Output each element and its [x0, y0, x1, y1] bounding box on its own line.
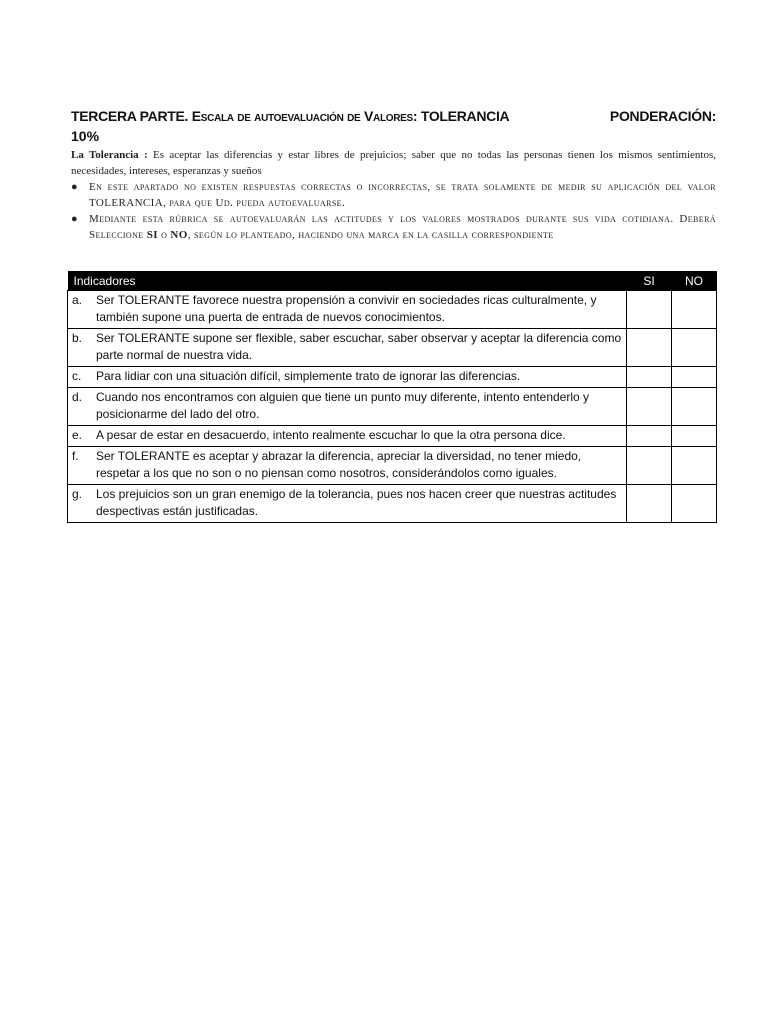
indicator-cell [68, 447, 627, 485]
indicator-item [72, 448, 622, 482]
instruction-text-end: , según lo planteado, haciendo una marca en la casilla correspondiente [187, 229, 554, 241]
no-checkbox-cell[interactable] [672, 426, 717, 447]
indicators-body [68, 291, 717, 523]
indicator-text: Ser TOLERANTE supone ser flexible, saber escuchar, saber observar y aceptar la diferencia como parte normal de nuestra vida. [96, 331, 622, 362]
table-row [68, 367, 717, 388]
indicator-cell [68, 329, 627, 367]
indicator-item [72, 368, 622, 385]
table-row [68, 329, 717, 367]
instruction-value: TOLERANCIA, [89, 197, 167, 209]
indicator-letter: f. [72, 449, 79, 463]
indicator-text: Ser TOLERANTE favorece nuestra propensión a convivir en sociedades ricas culturalmente, y también supone una puerta de entrada de nuevos conocimientos. [96, 293, 597, 324]
indicator-item [72, 292, 622, 326]
title-scale: Escala de autoevaluación de Valores: [191, 108, 418, 124]
column-header-indicators: Indicadores [68, 271, 627, 291]
si-checkbox-cell[interactable] [627, 367, 672, 388]
instruction-si: SI [146, 229, 158, 241]
indicator-cell [68, 426, 627, 447]
instruction-no: NO [170, 229, 188, 241]
weight-value: 10% [71, 128, 100, 144]
instruction-text: En este apartado no existen respuestas correctas o incorrectas, se trata solamente de medir su aplicación del valor [89, 181, 716, 193]
indicator-item [72, 389, 622, 423]
instruction-text: Mediante esta rúbrica se autoevaluarán las actitudes y los valores mostrados durante sus vida cotidiana. Deberá Seleccione [89, 213, 716, 241]
instruction-text-end: para que Ud. pueda autoevaluarse. [169, 197, 346, 209]
instructions-list [71, 179, 716, 243]
si-checkbox-cell[interactable] [627, 447, 672, 485]
no-checkbox-cell[interactable] [672, 329, 717, 367]
column-header-no: NO [672, 271, 717, 291]
no-checkbox-cell[interactable] [672, 485, 717, 523]
indicator-letter: c. [72, 369, 82, 383]
indicator-text: A pesar de estar en desacuerdo, intento realmente escuchar lo que la otra persona dice. [96, 428, 566, 442]
indicator-letter: g. [72, 487, 83, 501]
section-title-row [71, 108, 716, 125]
si-checkbox-cell[interactable] [627, 426, 672, 447]
table-row [68, 291, 717, 329]
indicator-cell [68, 291, 627, 329]
si-checkbox-cell[interactable] [627, 329, 672, 367]
column-header-si: SI [627, 271, 672, 291]
no-checkbox-cell[interactable] [672, 388, 717, 426]
indicator-text: Para lidiar con una situación difícil, simplemente trato de ignorar las diferencias. [96, 369, 521, 383]
indicator-text: Los prejuicios son un gran enemigo de la tolerancia, pues nos hacen creer que nuestras actitudes despectivas están justificadas. [96, 487, 617, 518]
si-checkbox-cell[interactable] [627, 485, 672, 523]
no-checkbox-cell[interactable] [672, 367, 717, 388]
no-checkbox-cell[interactable] [672, 447, 717, 485]
table-row [68, 447, 717, 485]
indicator-letter: a. [72, 293, 83, 307]
indicator-text: Ser TOLERANTE es aceptar y abrazar la diferencia, apreciar la diversidad, no tener miedo, respetar a los que no son o no piensan como nosotros, considerándolos como iguales. [96, 449, 582, 480]
instruction-or: o [161, 229, 168, 241]
indicators-table [67, 271, 717, 523]
document-body [71, 108, 716, 243]
indicator-item [72, 427, 622, 444]
table-row [68, 426, 717, 447]
indicator-item [72, 486, 622, 520]
tolerance-definition [71, 147, 716, 179]
instruction-item [71, 179, 716, 211]
si-checkbox-cell[interactable] [627, 388, 672, 426]
indicator-letter: d. [72, 390, 83, 404]
title-value: TOLERANCIA [420, 108, 510, 124]
definition-text: Es aceptar las diferencias y estar libres de prejuicios; saber que no todas las personas tienen los mismos sentimientos, necesidades, intereses, esperanzas y sueños [71, 149, 717, 177]
indicator-cell [68, 367, 627, 388]
indicator-item [72, 330, 622, 364]
table-header-row [68, 271, 717, 291]
table-row [68, 388, 717, 426]
no-checkbox-cell[interactable] [672, 291, 717, 329]
weight-label: PONDERACIÓN: [609, 108, 716, 124]
bullet-icon: ● [71, 213, 79, 225]
instruction-item [71, 211, 716, 243]
indicator-letter: e. [72, 428, 83, 442]
title-part: TERCERA PARTE. [71, 108, 189, 124]
bullet-icon: ● [71, 181, 79, 193]
indicator-cell [68, 485, 627, 523]
table-row [68, 485, 717, 523]
indicator-text: Cuando nos encontramos con alguien que tiene un punto muy diferente, intento entenderlo y posicionarme del lado del otro. [96, 390, 590, 421]
definition-term: La Tolerancia : [71, 149, 148, 161]
indicator-letter: b. [72, 331, 83, 345]
si-checkbox-cell[interactable] [627, 291, 672, 329]
indicator-cell [68, 388, 627, 426]
section-title [71, 108, 509, 125]
